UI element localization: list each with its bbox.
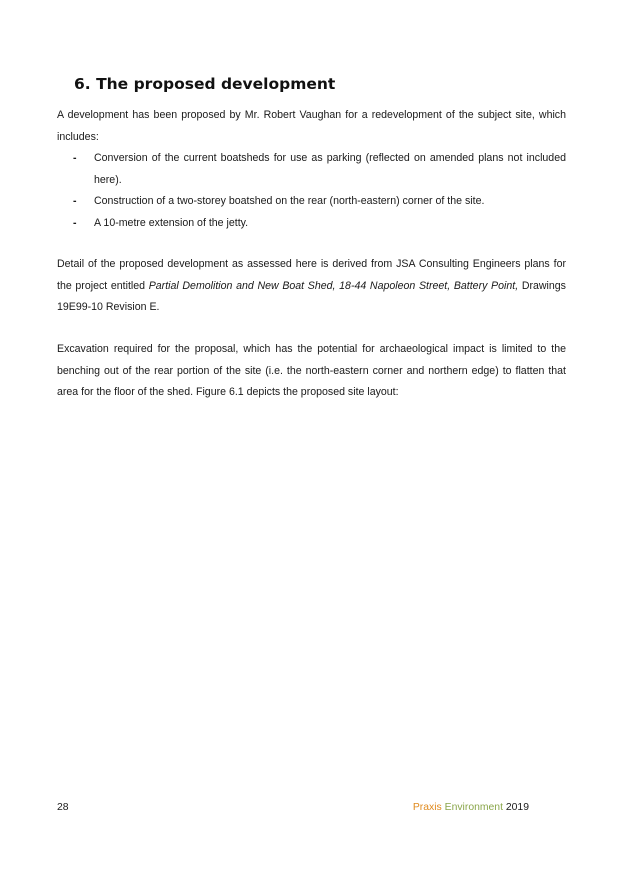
footer-brand bbox=[413, 802, 529, 813]
list-item bbox=[57, 213, 566, 235]
project-title: Partial Demolition and New Boat Shed, 18-44 Napoleon Street, Battery Point, bbox=[148, 279, 519, 292]
list-item-text: Construction of a two-storey boatshed on the rear (north-eastern) corner of the site. bbox=[94, 195, 485, 207]
brand-praxis: Praxis bbox=[412, 802, 442, 813]
bullet-dash: - bbox=[73, 152, 77, 164]
development-list bbox=[57, 148, 566, 234]
detail-text-start: Detail of the proposed development as assessed here is derived from JSA Consulting Engineers plans for the project entitled bbox=[57, 258, 566, 292]
list-item bbox=[57, 148, 566, 191]
footer-year: 2019 bbox=[505, 802, 529, 813]
brand-environment: Environment bbox=[444, 802, 503, 813]
detail-paragraph bbox=[57, 254, 566, 319]
list-item-text: Conversion of the current boatsheds for use as parking (reflected on amended plans not included here). bbox=[94, 152, 566, 186]
bullet-dash: - bbox=[73, 195, 77, 207]
page-number: 28 bbox=[57, 802, 69, 813]
detail-text-end: Drawings 19E99-10 Revision E. bbox=[57, 279, 566, 313]
list-item bbox=[57, 191, 566, 213]
list-item-text: A 10-metre extension of the jetty. bbox=[94, 216, 249, 229]
intro-paragraph: A development has been proposed by Mr. Robert Vaughan for a redevelopment of the subject site, which includes: bbox=[57, 109, 566, 143]
bullet-dash: - bbox=[73, 216, 77, 229]
section-heading: 6. The proposed development bbox=[74, 75, 336, 93]
excavation-paragraph: Excavation required for the proposal, which has the potential for archaeological impact is limited to the benching out of the rear portion of the site (i.e. the north-eastern corner and northern edge) to flatten that area for the floor of the shed. Figure 6.1 depicts the proposed site layout: bbox=[57, 343, 566, 398]
